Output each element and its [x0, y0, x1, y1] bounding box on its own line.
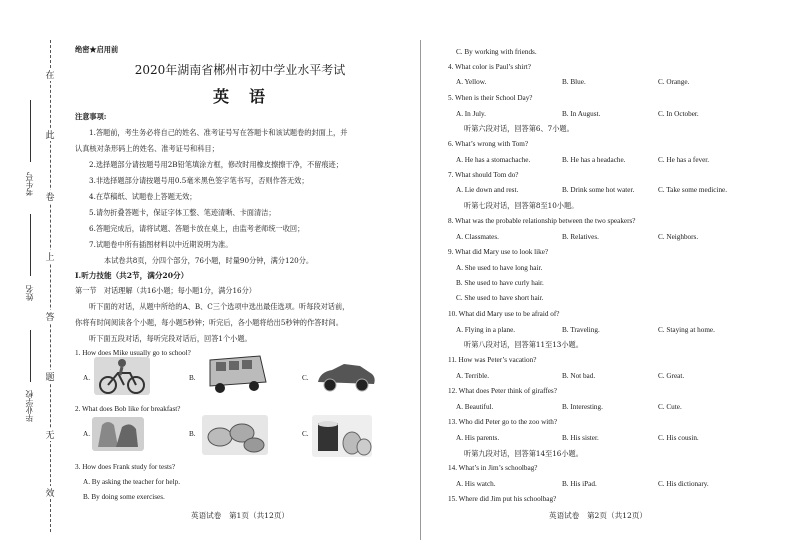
note-line: 2.选择题部分请按题号用2B铅笔填涂方框，修改时用橡皮擦擦干净，不留痕迹；	[89, 160, 343, 169]
question-13: 13. Who did Peter go to the zoo with?	[448, 418, 558, 426]
q4-option-b: B. Blue.	[562, 78, 586, 86]
instruction-line: 听下面的对话，从题中所给的A、B、C三个选项中选出最佳选项。听每段对话前，	[89, 302, 350, 311]
dialogue-note: 听第九段对话，回答第14至16小题。	[464, 449, 583, 458]
bread-picture	[92, 417, 144, 451]
q12-option-b: B. Interesting.	[562, 403, 603, 411]
part1-heading: I.听力技能（共2节，满分20分）	[75, 271, 189, 280]
q2-option-c: C.	[302, 430, 309, 438]
q2-option-b: B.	[189, 430, 196, 438]
margin-char: 上	[45, 250, 55, 263]
q3-option-a: A. By asking the teacher for help.	[83, 478, 180, 486]
question-12: 12. What does Peter think of giraffes?	[448, 387, 557, 395]
question-11: 11. How was Peter’s vacation?	[448, 356, 537, 364]
q9-option-b: B. She used to have curly hair.	[456, 279, 544, 287]
cut-line	[50, 40, 51, 532]
q4-option-c: C. Orange.	[658, 78, 690, 86]
margin-char: 卷	[45, 190, 55, 203]
question-6: 6. What’s wrong with Tom?	[448, 140, 529, 148]
margin-char: 答	[45, 310, 55, 323]
q11-option-c: C. Great.	[658, 372, 685, 380]
bicycle-picture	[94, 357, 150, 395]
q13-option-a: A. His parents.	[456, 434, 500, 442]
q14-option-c: C. His dictionary.	[658, 480, 709, 488]
q10-option-c: C. Staying at home.	[658, 326, 715, 334]
margin-char: 题	[45, 370, 55, 383]
instruction-line: 听下面五段对话，每听完段对话后，回答1个小题。	[89, 334, 252, 343]
q1-option-b: B.	[189, 374, 196, 382]
question-10: 10. What did Mary use to be afraid of?	[448, 310, 560, 318]
q1-option-a: A.	[83, 374, 90, 382]
q13-option-b: B. His sister.	[562, 434, 599, 442]
note-line: 1.答题前，考生务必将自己的姓名、准考证号写在答题卡和该试题卷的封面上，并	[89, 128, 348, 137]
secret-mark: 绝密★启用前	[75, 45, 119, 54]
question-14: 14. What’s in Jim’s schoolbag?	[448, 464, 538, 472]
q6-option-a: A. He has a stomachache.	[456, 156, 531, 164]
q7-option-b: B. Drink some hot water.	[562, 186, 635, 194]
note-line: 6.答题完成后，请将试题、答题卡放在桌上，由监考老师统一收回；	[89, 224, 305, 233]
section1-heading: 第一节 对话理解（共16小题；每小题1分，满分16分）	[75, 286, 256, 295]
q11-option-a: A. Terrible.	[456, 372, 490, 380]
car-picture	[314, 358, 378, 394]
q11-option-b: B. Not bad.	[562, 372, 596, 380]
q8-option-c: C. Neighbors.	[658, 233, 699, 241]
page-footer: 英语试卷 第2页（共12页）	[548, 511, 648, 520]
question-15: 15. Where did Jim put his schoolbag?	[448, 495, 557, 503]
q3-option-b: B. By doing some exercises.	[83, 493, 165, 501]
school-line	[30, 330, 31, 382]
q9-option-a: A. She used to have long hair.	[456, 264, 543, 272]
bus-picture	[202, 352, 272, 396]
q5-option-c: C. In October.	[658, 110, 699, 118]
margin-char: 无	[45, 428, 55, 441]
q12-option-a: A. Beautiful.	[456, 403, 494, 411]
subject-title: 英 语	[212, 87, 267, 106]
question-5: 5. When is their School Day?	[448, 94, 533, 102]
q8-option-b: B. Relatives.	[562, 233, 599, 241]
q2-option-a: A.	[83, 430, 90, 438]
q12-option-c: C. Cute.	[658, 403, 682, 411]
binding-margin	[0, 0, 70, 560]
exam-number-line	[30, 100, 31, 162]
dialogue-note: 听第七段对话，回答第8至10小题。	[464, 201, 579, 210]
note-line: 认真核对条形码上的姓名、准考证号和科目；	[75, 144, 219, 153]
question-2: 2. What does Bob like for breakfast?	[75, 405, 181, 413]
q14-option-b: B. His iPad.	[562, 480, 597, 488]
dialogue-note: 听第六段对话，回答第6、7小题。	[464, 124, 574, 133]
q10-option-a: A. Flying in a plane.	[456, 326, 516, 334]
exam-title: 2020年湖南省郴州市初中学业水平考试	[134, 63, 346, 77]
q7-option-c: C. Take some medicine.	[658, 186, 728, 194]
q5-option-b: B. In August.	[562, 110, 601, 118]
q9-option-c: C. She used to have short hair.	[456, 294, 544, 302]
question-9: 9. What did Mary use to look like?	[448, 248, 549, 256]
question-7: 7. What should Tom do?	[448, 171, 519, 179]
question-1: 1. How does Mike usually go to school?	[75, 349, 191, 357]
paper-info: 本试卷共8页，分四个部分，76小题，时量90分钟，满分120分。	[104, 256, 314, 265]
q10-option-b: B. Traveling.	[562, 326, 600, 334]
dialogue-note: 听第八段对话，回答第11至13小题。	[464, 340, 583, 349]
milk-eggs-picture	[312, 415, 372, 457]
q6-option-c: C. He has a fever.	[658, 156, 710, 164]
name-label: 姓名	[25, 285, 34, 301]
question-4: 4. What color is Paul’s shirt?	[448, 63, 531, 71]
q13-option-c: C. His cousin.	[658, 434, 699, 442]
name-line	[30, 214, 31, 276]
question-3: 3. How does Frank study for tests?	[75, 463, 176, 471]
question-8: 8. What was the probable relationship between the two speakers?	[448, 217, 636, 225]
margin-char: 此	[45, 128, 55, 141]
q5-option-a: A. In July.	[456, 110, 486, 118]
page-footer: 英语试卷 第1页（共12页）	[190, 511, 290, 520]
note-line: 5.请勿折叠答题卡，保证字体工整、笔迹清晰、卡面清洁；	[89, 208, 276, 217]
q4-option-a: A. Yellow.	[456, 78, 487, 86]
q3-option-c: C. By working with friends.	[456, 48, 537, 56]
q14-option-a: A. His watch.	[456, 480, 496, 488]
q1-option-c: C.	[302, 374, 309, 382]
note-line: 7.试题卷中所有插图材料以中近期说明为准。	[89, 240, 233, 249]
page-divider	[420, 40, 421, 540]
dumplings-picture	[202, 415, 268, 455]
school-label: 毕业学校	[25, 390, 34, 422]
note-line: 3.非选择题部分请按题号用0.5毫米黑色签字笔书写，否则作答无效；	[89, 176, 309, 185]
q7-option-a: A. Lie down and rest.	[456, 186, 519, 194]
margin-char: 效	[45, 486, 55, 499]
notes-heading: 注意事项:	[75, 112, 107, 121]
q8-option-a: A. Classmates.	[456, 233, 499, 241]
q6-option-b: B. He has a headache.	[562, 156, 626, 164]
instruction-line: 你将有时间阅读各个小题，每小题5秒钟；听完后，各小题将给出5秒钟的作答时间。	[75, 318, 343, 327]
note-line: 4.在草稿纸、试题卷上答题无效；	[89, 192, 197, 201]
exam-number-label: 考生号	[25, 172, 34, 196]
margin-char: 在	[45, 68, 55, 81]
